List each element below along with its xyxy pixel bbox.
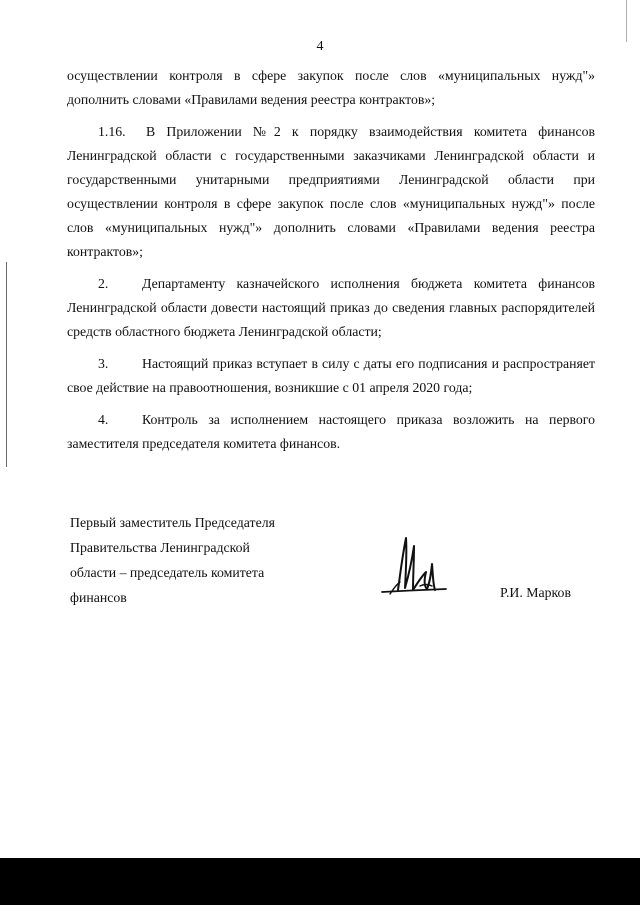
signatory-title-line: Первый заместитель Председателя: [70, 515, 275, 530]
signatory-title-line: финансов: [70, 590, 127, 605]
page-number: 4: [316, 39, 324, 54]
paragraph-2: [67, 272, 595, 344]
paragraph-number: 4.: [98, 412, 109, 427]
paragraph-text: Контроль за исполнением настоящего приказа возложить на первого заместителя председателя комитета финансов.: [67, 412, 595, 451]
paragraph-4: [67, 408, 595, 456]
paragraph-number: 1.16.: [98, 124, 126, 139]
paragraph-3: [67, 352, 595, 400]
scan-edge-line-left: [6, 262, 7, 467]
paragraph-continuation: осуществлении контроля в сфере закупок после слов «муниципальных нужд"» дополнить словами «Правилами ведения реестра контрактов»;: [67, 68, 595, 107]
signatory-title-line: Правительства Ленинградской: [70, 540, 250, 555]
scan-bottom-bar: [0, 858, 640, 905]
paragraph-text: Настоящий приказ вступает в силу с даты его подписания и распространяет свое действие на правоотношения, возникшие с 01 апреля 2020 года;: [67, 356, 595, 395]
paragraph-text: В Приложении №2 к порядку взаимодействия комитета финансов Ленинградской области с государственными заказчиками Ленинградской области и государственными унитарными предприятиями Ленинградской области при осуществлении контроля в сфере закупок после слов «муниципальных нужд"» после слов «муниципальных нужд"» дополнить словами «Правилами ведения реестра контрактов»;: [67, 124, 595, 259]
scan-edge-line-top: [626, 0, 627, 42]
paragraph-number: 3.: [98, 356, 109, 371]
signatory-title-line: области – председатель комитета: [70, 565, 265, 580]
paragraph-text: Департаменту казначейского исполнения бюджета комитета финансов Ленинградской области довести настоящий приказ до сведения главных распорядителей средств областного бюджета Ленинградской области;: [67, 276, 595, 339]
signatory-title: [70, 510, 330, 610]
signatory-name: Р.И. Марков: [500, 585, 571, 600]
document-body: [67, 64, 595, 456]
handwritten-signature-icon: [380, 532, 450, 598]
paragraph-number: 2.: [98, 276, 109, 291]
paragraph-1-16: [67, 120, 595, 264]
